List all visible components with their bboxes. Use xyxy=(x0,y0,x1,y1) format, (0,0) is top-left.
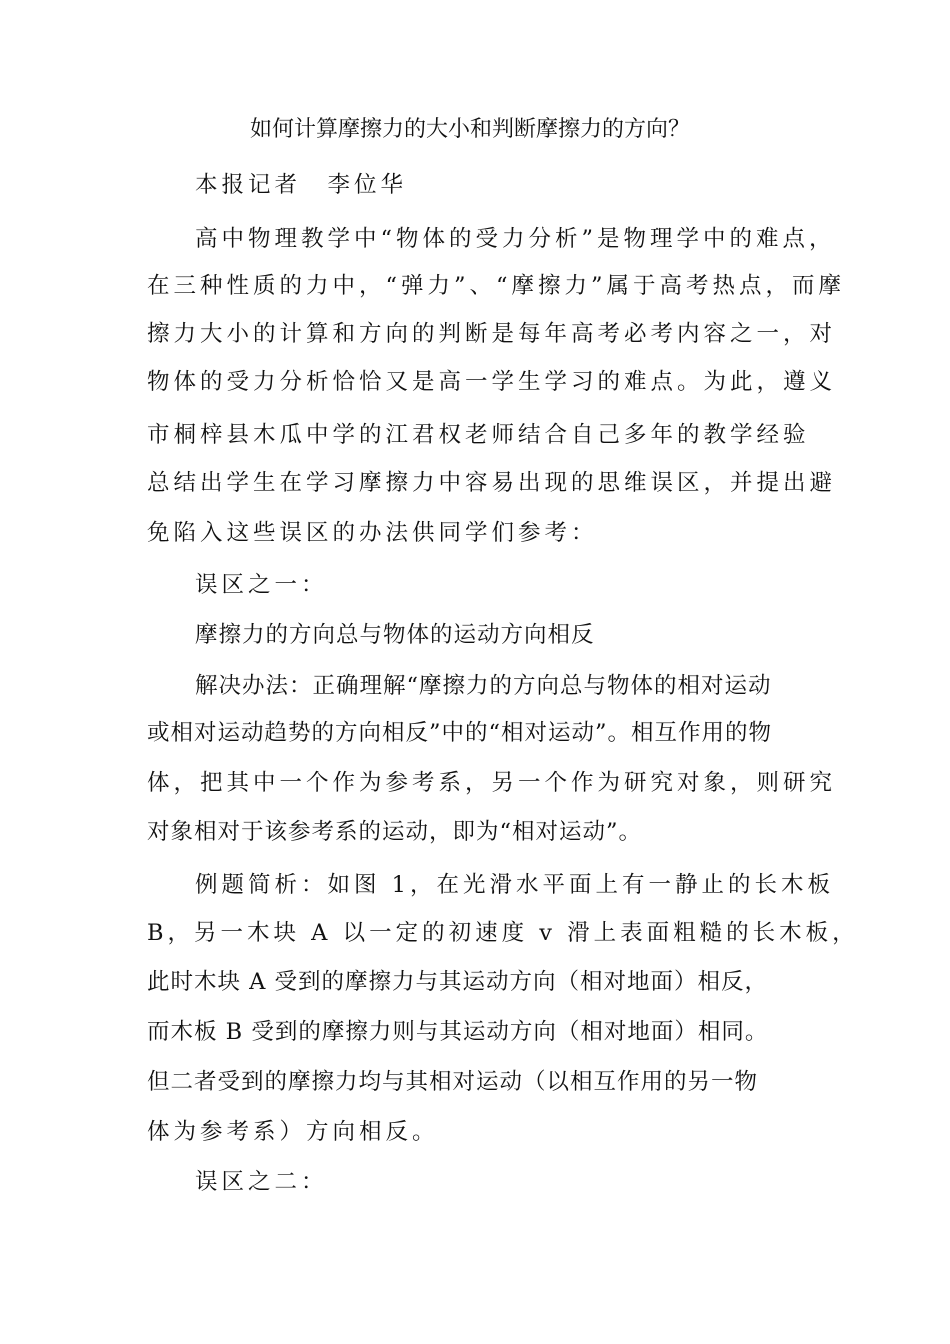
example-line: 体为参考系）方向相反。 xyxy=(147,1119,439,1145)
intro-line: 总结出学生在学习摩擦力中容易出现的思维误区，并提出避 xyxy=(147,470,837,496)
solution-line: 对象相对于该参考系的运动，即为“相对运动”。 xyxy=(147,819,643,845)
intro-line: 免陷入这些误区的办法供同学们参考： xyxy=(147,520,598,546)
intro-line: 擦力大小的计算和方向的判断是每年高考必考内容之一，对 xyxy=(147,321,837,347)
solution-line: 体，把其中一个作为参考系，另一个作为研究对象，则研究 xyxy=(147,770,837,796)
article-title: 如何计算摩擦力的大小和判断摩擦力的方向？ xyxy=(250,117,691,142)
intro-line: 市桐梓县木瓜中学的江君权老师结合自己多年的教学经验 xyxy=(147,422,810,448)
solution-line: 解决办法：正确理解“摩擦力的方向总与物体的相对运动 xyxy=(195,673,772,699)
example-line: B，另一木块 A 以一定的初速度 v 滑上表面粗糙的长木板， xyxy=(147,920,859,946)
section-heading: 误区之一： xyxy=(195,572,328,598)
example-line: 例题简析：如图 1，在光滑水平面上有一静止的长木板 xyxy=(195,872,834,898)
example-line: 此时木块 A 受到的摩擦力与其运动方向（相对地面）相反， xyxy=(147,969,769,995)
byline: 本报记者 李位华 xyxy=(195,172,408,198)
solution-line: 或相对运动趋势的方向相反”中的“相对运动”。相互作用的物 xyxy=(147,720,773,746)
example-line: 而木板 B 受到的摩擦力则与其运动方向（相对地面）相同。 xyxy=(147,1019,769,1045)
intro-line: 高中物理教学中“物体的受力分析”是物理学中的难点， xyxy=(195,226,836,252)
section-heading: 误区之二： xyxy=(195,1169,328,1195)
misconception-statement: 摩擦力的方向总与物体的运动方向相反 xyxy=(195,622,595,648)
intro-line: 在三种性质的力中，“弹力”、“摩擦力”属于高考热点，而摩 xyxy=(147,273,846,299)
intro-line: 物体的受力分析恰恰又是高一学生学习的难点。为此，遵义 xyxy=(147,369,837,395)
example-line: 但二者受到的摩擦力均与其相对运动（以相互作用的另一物 xyxy=(147,1069,759,1095)
